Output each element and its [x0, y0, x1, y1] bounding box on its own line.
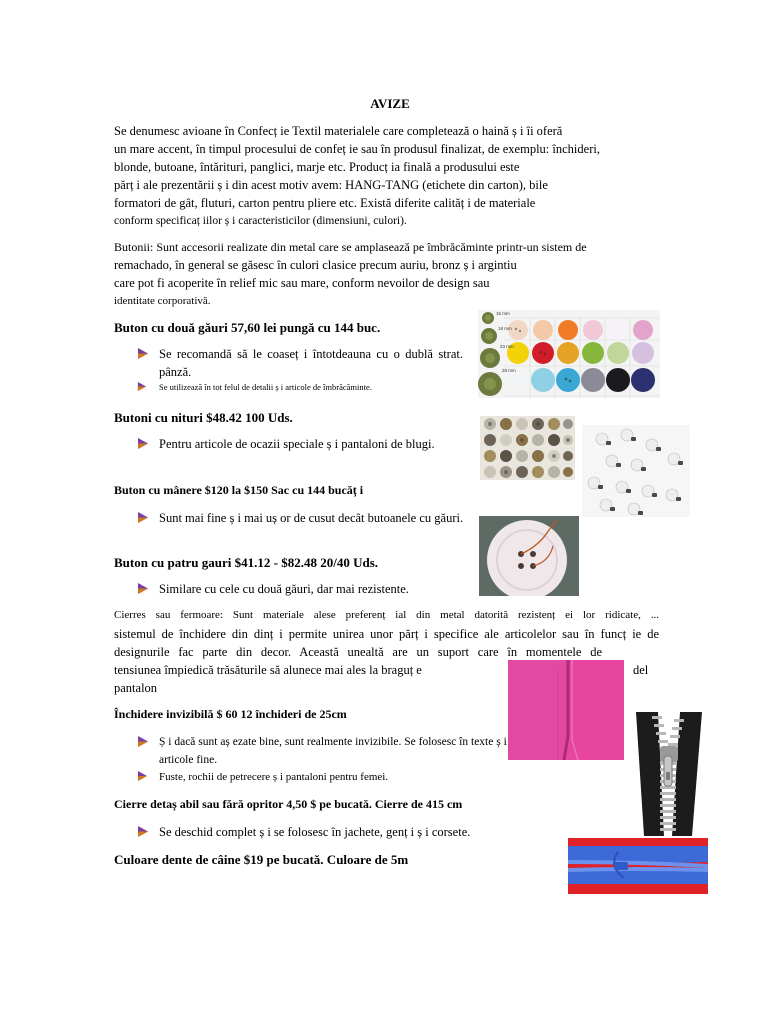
zippers-intro-line-end: del	[633, 663, 649, 677]
list-item-text: Ș i dacă sunt aș ezate bine, sunt realmente invizibile. Se folosesc în texte ș i articole fine.	[159, 736, 507, 766]
zippers-intro-line: Cierres sau fermoare: Sunt materiale alese preferenț ial din metal datorită rezistenț ei lor ridicate, ...	[114, 609, 659, 621]
intro-line: părț i ale prezentării ș i din acest motiv avem: HANG-TANG (etichete din carton), bile	[114, 178, 548, 192]
intro-line: Se denumesc avioane în Confecț ie Textil materialele care completează o haină ș i îi oferă	[114, 124, 563, 138]
buttons-intro-line: care pot fi acoperite în relief mic sau mare, conform nevoilor de design sau	[114, 276, 490, 290]
size-label: 23 mm	[500, 344, 514, 349]
buttons-intro-line: Butonii: Sunt accesorii realizate din metal care se amplasează pe îmbrăcăminte printr-un sistem de	[114, 240, 587, 254]
intro-line: blonde, butoane, întărituri, panglici, marje etc. Producț ia finală a produsului este	[114, 160, 520, 174]
list-item-text: Similare cu cele cu două găuri, dar mai rezistente.	[159, 582, 409, 596]
intro-line: un mare accent, în timpul procesului de confeț ie sau în produsul finalizat, de exemplu: închideri,	[114, 142, 600, 156]
zippers-intro-line: designurile fac parte din decor. Această unealtă are un suport care în momentele de	[114, 645, 602, 659]
bullet-arrow-icon	[137, 435, 159, 453]
zippers-intro-line: pantalon	[114, 681, 158, 695]
size-label: 15 mm	[496, 311, 510, 316]
zippers-intro-line: sistemul de închidere din dinț i permite unirea unor părț i specifice ale articolelor sau în funcț ie de	[114, 627, 659, 641]
pearl-shank-buttons-image	[582, 425, 690, 517]
section-heading-two-hole-button: Buton cu două găuri 57,60 lei pungă cu 144 buc.	[114, 320, 381, 335]
button-color-chart-image	[478, 310, 660, 398]
section-heading-four-hole-button: Buton cu patru gauri $41.12 - $82.48 20/40 Uds.	[114, 555, 378, 570]
list-item	[137, 733, 507, 769]
intro-paragraph	[114, 122, 649, 230]
list-item-text: Pentru articole de ocazii speciale ș i pantaloni de blugi.	[159, 437, 435, 451]
page-title: AVIZE	[370, 96, 410, 111]
buttons-intro-line: identitate corporativă.	[114, 295, 211, 307]
list-item	[137, 345, 463, 381]
bullet-arrow-icon	[137, 770, 159, 785]
bullet-arrow-icon	[137, 580, 159, 598]
section-heading-houndstooth-zipper: Culoare dente de câine $19 pe bucată. Culoare de 5m	[114, 852, 409, 867]
bullet-arrow-icon	[137, 381, 159, 393]
intro-line: conform specificaț iilor ș i caracteristicilor (dimensiuni, culori).	[114, 215, 407, 227]
section-heading-invisible-zipper: Închidere invizibilă $ 60 12 închideri de 25cm	[114, 707, 347, 721]
section-heading-separable-zipper: Cierre detaș abil sau fără opritor 4,50 $ pe bucată. Cierre de 415 cm	[114, 797, 463, 811]
invisible-zipper-fabric-image	[508, 660, 624, 760]
list-item-text: Se recomandă să le coaseț i întotdeauna cu o dublă strat. pânză.	[159, 347, 463, 379]
list-item	[137, 509, 467, 527]
section-heading-rivet-buttons: Butoni cu nituri $48.42 100 Uds.	[114, 410, 293, 425]
four-hole-button-image	[479, 516, 579, 596]
list-item	[137, 823, 537, 841]
list-item-text: Se deschid complet ș i se folosesc în jachete, genț i ș i corsete.	[159, 825, 471, 839]
buttons-intro-line: remachado, în general se găsesc în culori clasice precum auriu, bronz ș i argintiu	[114, 258, 517, 272]
size-label: 28 mm	[502, 368, 516, 373]
list-item	[137, 381, 477, 393]
list-item	[137, 435, 437, 453]
bullet-arrow-icon	[137, 733, 159, 769]
bullet-arrow-icon	[137, 823, 159, 841]
list-item-text: Fuste, rochii de petrecere ș i pantaloni pentru femei.	[159, 771, 389, 783]
size-label: 18 mm	[498, 326, 512, 331]
metal-zipper-image	[630, 712, 708, 838]
intro-line: formatori de gât, fluturi, carton pentru pliere etc. Există diferite calităț i de materiale	[114, 196, 536, 210]
colored-zipper-image	[568, 838, 708, 894]
section-heading-shank-button: Buton cu mânere $120 la $150 Sac cu 144 bucăț i	[114, 483, 364, 497]
list-item-text: Sunt mai fine ș i mai uș or de cusut decât butoanele cu găuri.	[159, 511, 464, 525]
bullet-arrow-icon	[137, 345, 159, 381]
zippers-intro-line: tensiunea împiedică trăsăturile să alunece mai ales la braguț e	[114, 663, 422, 677]
list-item-text: Se utilizează în tot felul de detalii ș i articole de îmbrăcăminte.	[159, 382, 372, 392]
list-item	[137, 770, 507, 785]
list-item	[137, 580, 477, 598]
bullet-arrow-icon	[137, 509, 159, 527]
buttons-intro-paragraph	[114, 238, 654, 310]
rivet-buttons-image	[480, 416, 575, 480]
